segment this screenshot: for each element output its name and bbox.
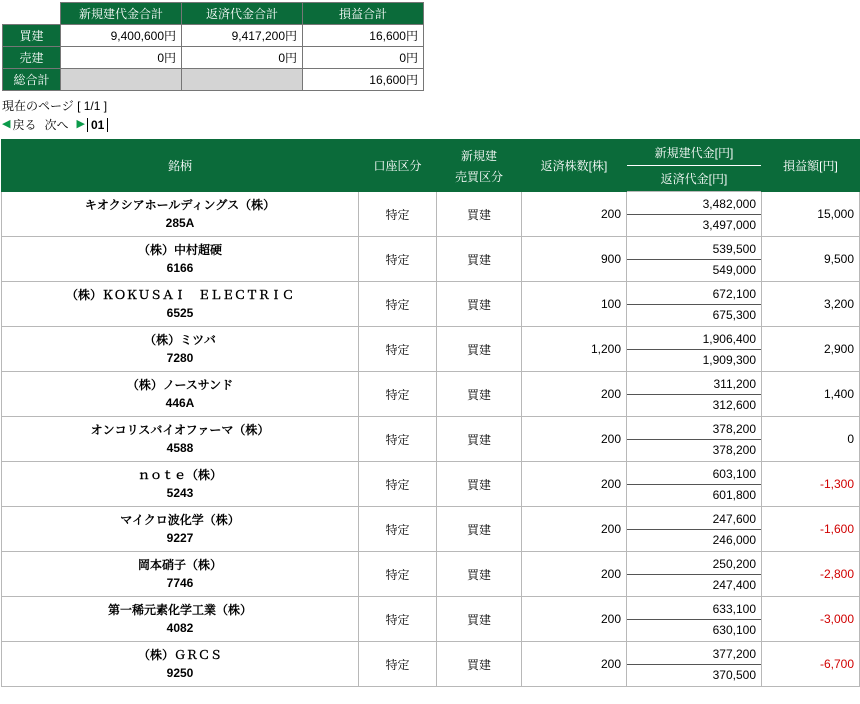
cell-account-type: 特定 xyxy=(359,237,437,282)
cell-account-type: 特定 xyxy=(359,507,437,552)
cell-trade-type: 買建 xyxy=(437,372,522,417)
table-row xyxy=(2,237,860,282)
cell-open-amount: 250,200 xyxy=(627,554,761,575)
stock-code: 7280 xyxy=(166,351,194,365)
right-arrow-icon: ▶ xyxy=(76,118,85,130)
header-account-type: 口座区分 xyxy=(359,140,437,192)
cell-stock-name xyxy=(2,237,359,282)
cell-trade-type: 買建 xyxy=(437,597,522,642)
cell-open-amount: 633,100 xyxy=(627,599,761,620)
summary-grandtotal-pl: 16,600円 xyxy=(303,69,424,91)
cell-open-amount: 1,906,400 xyxy=(627,329,761,350)
cell-shares: 200 xyxy=(522,192,627,237)
cell-amounts xyxy=(627,417,762,462)
cell-account-type: 特定 xyxy=(359,282,437,327)
cell-profit-loss: -2,800 xyxy=(762,552,860,597)
header-pl: 損益額[円] xyxy=(762,140,860,192)
cell-shares: 1,200 xyxy=(522,327,627,372)
summary-table xyxy=(2,2,424,91)
cell-close-amount: 630,100 xyxy=(712,622,756,637)
cell-amounts xyxy=(627,237,762,282)
cell-stock-name xyxy=(2,552,359,597)
header-trade-type-line1: 新規建 xyxy=(460,148,497,163)
table-row xyxy=(2,642,860,687)
cell-trade-type: 買建 xyxy=(437,642,522,687)
cell-shares: 200 xyxy=(522,507,627,552)
positions-table xyxy=(1,139,860,687)
cell-profit-loss: 1,400 xyxy=(762,372,860,417)
cell-close-amount: 378,200 xyxy=(712,442,756,457)
stock-name: キオクシアホールディングス（株） xyxy=(84,198,276,212)
cell-stock-name xyxy=(2,462,359,507)
next-link[interactable]: 次へ xyxy=(44,118,69,132)
cell-amounts xyxy=(627,462,762,507)
header-amounts xyxy=(627,140,762,192)
summary-buy-open-total: 9,400,600円 xyxy=(61,25,182,47)
cell-open-amount: 377,200 xyxy=(627,644,761,665)
cell-close-amount: 312,600 xyxy=(712,397,756,412)
stock-code: 7746 xyxy=(166,576,194,590)
table-row xyxy=(2,552,860,597)
summary-header-row xyxy=(3,3,424,25)
summary-header-close-total: 返済代金合計 xyxy=(182,3,303,25)
cell-stock-name xyxy=(2,372,359,417)
stock-code: 9250 xyxy=(166,666,194,680)
summary-sell-close-total: 0円 xyxy=(182,47,303,69)
table-row xyxy=(2,417,860,462)
summary-row-sell xyxy=(3,47,424,69)
page-number-1[interactable]: 01 xyxy=(87,118,108,132)
cell-account-type: 特定 xyxy=(359,462,437,507)
cell-close-amount: 675,300 xyxy=(712,307,756,322)
cell-amounts xyxy=(627,282,762,327)
cell-profit-loss: 9,500 xyxy=(762,237,860,282)
cell-open-amount: 539,500 xyxy=(627,239,761,260)
table-row xyxy=(2,597,860,642)
cell-trade-type: 買建 xyxy=(437,237,522,282)
stock-name: （株）ノースサンド xyxy=(126,378,234,392)
cell-trade-type: 買建 xyxy=(437,462,522,507)
table-row xyxy=(2,507,860,552)
table-row xyxy=(2,372,860,417)
cell-close-amount: 549,000 xyxy=(712,262,756,277)
cell-account-type: 特定 xyxy=(359,372,437,417)
cell-open-amount: 311,200 xyxy=(627,374,761,395)
current-page-label: 現在のページ [ 1/1 ] xyxy=(2,99,108,113)
cell-amounts xyxy=(627,507,762,552)
stock-code: 285A xyxy=(165,216,195,230)
cell-amounts xyxy=(627,192,762,237)
header-trade-type-line2: 売買区分 xyxy=(454,169,503,184)
cell-account-type: 特定 xyxy=(359,417,437,462)
stock-name: （株）ミツバ xyxy=(144,333,216,347)
stock-name: 第一稀元素化学工業（株） xyxy=(107,603,252,617)
cell-trade-type: 買建 xyxy=(437,417,522,462)
back-link[interactable]: 戻る xyxy=(12,118,37,132)
cell-stock-name xyxy=(2,327,359,372)
cell-account-type: 特定 xyxy=(359,642,437,687)
cell-close-amount: 601,800 xyxy=(712,487,756,502)
table-row xyxy=(2,282,860,327)
cell-shares: 200 xyxy=(522,417,627,462)
cell-profit-loss: -1,600 xyxy=(762,507,860,552)
stock-code: 5243 xyxy=(166,486,194,500)
cell-shares: 200 xyxy=(522,597,627,642)
stock-name: （株）ＫＯＫＵＳＡＩ ＥＬＥＣＴＲＩＣ xyxy=(65,288,294,302)
cell-shares: 200 xyxy=(522,552,627,597)
stock-code: 9227 xyxy=(166,531,194,545)
cell-amounts xyxy=(627,597,762,642)
cell-trade-type: 買建 xyxy=(437,282,522,327)
cell-stock-name xyxy=(2,642,359,687)
cell-stock-name xyxy=(2,597,359,642)
cell-trade-type: 買建 xyxy=(437,552,522,597)
summary-rowlabel-buy: 買建 xyxy=(3,25,61,47)
summary-grandtotal-close-blank xyxy=(182,69,303,91)
cell-stock-name xyxy=(2,507,359,552)
cell-open-amount: 378,200 xyxy=(627,419,761,440)
cell-account-type: 特定 xyxy=(359,552,437,597)
cell-close-amount: 1,909,300 xyxy=(702,352,756,367)
cell-close-amount: 246,000 xyxy=(712,532,756,547)
cell-open-amount: 603,100 xyxy=(627,464,761,485)
header-trade-type xyxy=(437,140,522,192)
header-open-amount: 新規建代金[円] xyxy=(627,140,761,166)
cell-shares: 900 xyxy=(522,237,627,282)
summary-buy-close-total: 9,417,200円 xyxy=(182,25,303,47)
table-row xyxy=(2,327,860,372)
page-navigation xyxy=(2,116,860,133)
cell-profit-loss: 0 xyxy=(762,417,860,462)
table-row xyxy=(2,192,860,237)
summary-row-grandtotal xyxy=(3,69,424,91)
cell-account-type: 特定 xyxy=(359,192,437,237)
cell-close-amount: 3,497,000 xyxy=(702,217,756,232)
cell-amounts xyxy=(627,552,762,597)
cell-close-amount: 370,500 xyxy=(712,667,756,682)
cell-amounts xyxy=(627,327,762,372)
stock-name: マイクロ波化学（株） xyxy=(120,513,240,527)
header-close-amount: 返済代金[円] xyxy=(660,172,728,186)
cell-profit-loss: -1,300 xyxy=(762,462,860,507)
cell-profit-loss: -6,700 xyxy=(762,642,860,687)
summary-corner-cell xyxy=(3,3,61,25)
cell-account-type: 特定 xyxy=(359,327,437,372)
summary-sell-open-total: 0円 xyxy=(61,47,182,69)
cell-amounts xyxy=(627,642,762,687)
cell-trade-type: 買建 xyxy=(437,507,522,552)
cell-profit-loss: 2,900 xyxy=(762,327,860,372)
cell-trade-type: 買建 xyxy=(437,327,522,372)
stock-name: 岡本硝子（株） xyxy=(137,558,222,572)
summary-buy-pl-total: 16,600円 xyxy=(303,25,424,47)
positions-header-row xyxy=(2,140,860,192)
stock-name: オンコリスバイオファーマ（株） xyxy=(90,423,270,437)
stock-name: （株）ＧＲＣＳ xyxy=(137,648,222,662)
summary-header-pl-total: 損益合計 xyxy=(303,3,424,25)
summary-rowlabel-grandtotal: 総合計 xyxy=(3,69,61,91)
cell-shares: 200 xyxy=(522,642,627,687)
stock-code: 4082 xyxy=(166,621,194,635)
cell-open-amount: 247,600 xyxy=(627,509,761,530)
stock-code: 446A xyxy=(165,396,195,410)
stock-code: 6525 xyxy=(166,306,194,320)
cell-shares: 100 xyxy=(522,282,627,327)
stock-code: 4588 xyxy=(166,441,194,455)
stock-code: 6166 xyxy=(166,261,194,275)
stock-name: （株）中村超硬 xyxy=(137,243,222,257)
header-name: 銘柄 xyxy=(2,140,359,192)
stock-name: ｎｏｔｅ（株） xyxy=(137,468,222,482)
summary-rowlabel-sell: 売建 xyxy=(3,47,61,69)
summary-row-buy xyxy=(3,25,424,47)
cell-amounts xyxy=(627,372,762,417)
cell-shares: 200 xyxy=(522,372,627,417)
cell-profit-loss: 15,000 xyxy=(762,192,860,237)
header-shares: 返済株数[株] xyxy=(522,140,627,192)
cell-shares: 200 xyxy=(522,462,627,507)
positions-body xyxy=(2,192,860,687)
cell-stock-name xyxy=(2,417,359,462)
cell-trade-type: 買建 xyxy=(437,192,522,237)
cell-profit-loss: -3,000 xyxy=(762,597,860,642)
summary-header-open-total: 新規建代金合計 xyxy=(61,3,182,25)
cell-open-amount: 3,482,000 xyxy=(627,194,761,215)
cell-close-amount: 247,400 xyxy=(712,577,756,592)
table-row xyxy=(2,462,860,507)
cell-stock-name xyxy=(2,282,359,327)
summary-grandtotal-open-blank xyxy=(61,69,182,91)
left-arrow-icon: ◀ xyxy=(2,118,11,130)
cell-account-type: 特定 xyxy=(359,597,437,642)
cell-open-amount: 672,100 xyxy=(627,284,761,305)
summary-sell-pl-total: 0円 xyxy=(303,47,424,69)
cell-stock-name xyxy=(2,192,359,237)
cell-profit-loss: 3,200 xyxy=(762,282,860,327)
